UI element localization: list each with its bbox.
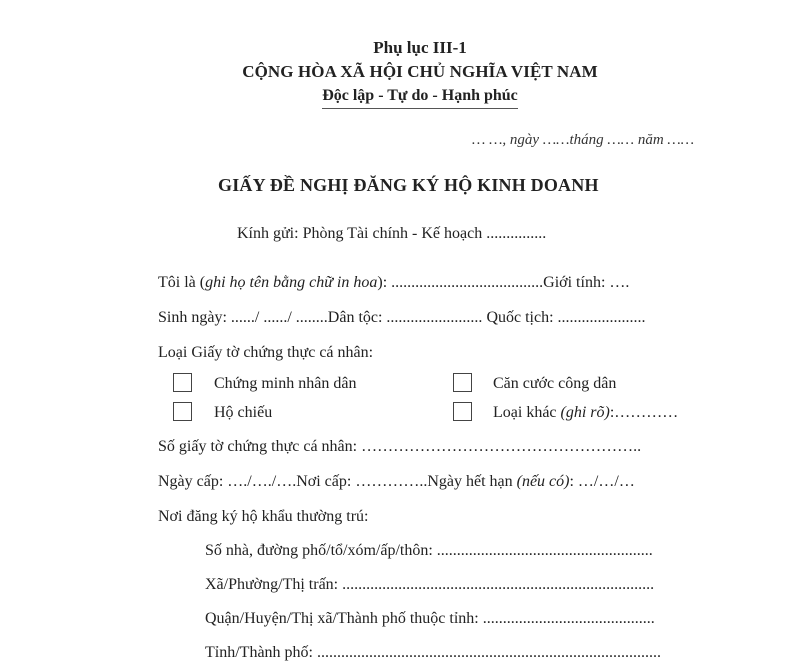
name-input[interactable]: ...................................... bbox=[391, 274, 544, 291]
option-citizen-id-label: Căn cước công dân bbox=[493, 375, 617, 392]
expiry-hint: (nếu có) bbox=[516, 473, 570, 490]
checkbox-passport[interactable] bbox=[173, 402, 192, 421]
residence-district-label: Quận/Huyện/Thị xã/Thành phố thuộc tỉnh: bbox=[205, 610, 483, 627]
expiry-input[interactable]: : …/…/… bbox=[569, 473, 635, 490]
issue-row bbox=[158, 473, 635, 491]
motto-container bbox=[0, 87, 800, 109]
option-passport-label: Hộ chiếu bbox=[214, 404, 273, 421]
residence-ward-row bbox=[205, 576, 654, 594]
birth-date-field[interactable]: Sinh ngày: ....../ ....../ ........ bbox=[158, 309, 328, 326]
checkbox-citizen-id[interactable] bbox=[453, 373, 472, 392]
id-number-input[interactable]: …………………………………………….. bbox=[361, 438, 642, 455]
option-other-label: Loại khác bbox=[493, 404, 561, 421]
name-field-row bbox=[158, 274, 629, 292]
date-line: … …, ngày ……tháng …… năm …… bbox=[472, 132, 695, 148]
id-type-label: Loại Giấy tờ chứng thực cá nhân: bbox=[158, 344, 374, 361]
issue-place-field[interactable]: Nơi cấp: ………….. bbox=[296, 473, 428, 490]
checkbox-id-card[interactable] bbox=[173, 373, 192, 392]
name-label-end: ): bbox=[377, 274, 392, 291]
name-hint: ghi họ tên bằng chữ in hoa bbox=[205, 274, 378, 291]
expiry-label: Ngày hết hạn bbox=[427, 473, 517, 490]
residence-street-input[interactable]: ...................................................... bbox=[436, 542, 653, 559]
gender-field[interactable]: Giới tính: …. bbox=[543, 274, 630, 291]
option-other-input[interactable]: :………… bbox=[609, 404, 679, 421]
nationality-field[interactable]: Quốc tịch: ...................... bbox=[486, 309, 646, 326]
id-number-row bbox=[158, 438, 641, 456]
residence-ward-label: Xã/Phường/Thị trấn: bbox=[205, 576, 343, 593]
residence-label: Nơi đăng ký hộ khẩu thường trú: bbox=[158, 508, 369, 525]
form-title: GIẤY ĐỀ NGHỊ ĐĂNG KÝ HỘ KINH DOANH bbox=[218, 175, 599, 195]
residence-province-row bbox=[205, 644, 661, 662]
option-other-row bbox=[493, 404, 678, 422]
issue-date-field[interactable]: Ngày cấp: …./…./…. bbox=[158, 473, 297, 490]
residence-ward-input[interactable]: .............................................................................. bbox=[342, 576, 655, 593]
residence-province-label: Tỉnh/Thành phố: bbox=[205, 644, 317, 661]
birth-field-row bbox=[158, 309, 646, 327]
motto: Độc lập - Tự do - Hạnh phúc bbox=[322, 87, 518, 109]
checkbox-other[interactable] bbox=[453, 402, 472, 421]
residence-district-input[interactable]: ........................................... bbox=[482, 610, 655, 627]
option-id-card-label: Chứng minh nhân dân bbox=[214, 375, 357, 392]
residence-district-row bbox=[205, 610, 655, 628]
recipient-line: Kính gửi: Phòng Tài chính - Kế hoạch ............... bbox=[237, 225, 547, 242]
republic-heading: CỘNG HÒA XÃ HỘI CHỦ NGHĨA VIỆT NAM bbox=[242, 62, 598, 81]
residence-street-row bbox=[205, 542, 653, 560]
name-label: Tôi là ( bbox=[158, 274, 206, 291]
residence-province-input[interactable]: ...................................................................................... bbox=[316, 644, 661, 661]
residence-street-label: Số nhà, đường phố/tổ/xóm/ấp/thôn: bbox=[205, 542, 437, 559]
appendix-label: Phụ lục III-1 bbox=[373, 38, 467, 57]
ethnicity-field[interactable]: Dân tộc: ........................ bbox=[327, 309, 483, 326]
id-number-label: Số giấy tờ chứng thực cá nhân: bbox=[158, 438, 362, 455]
option-other-hint: (ghi rõ) bbox=[560, 404, 610, 421]
